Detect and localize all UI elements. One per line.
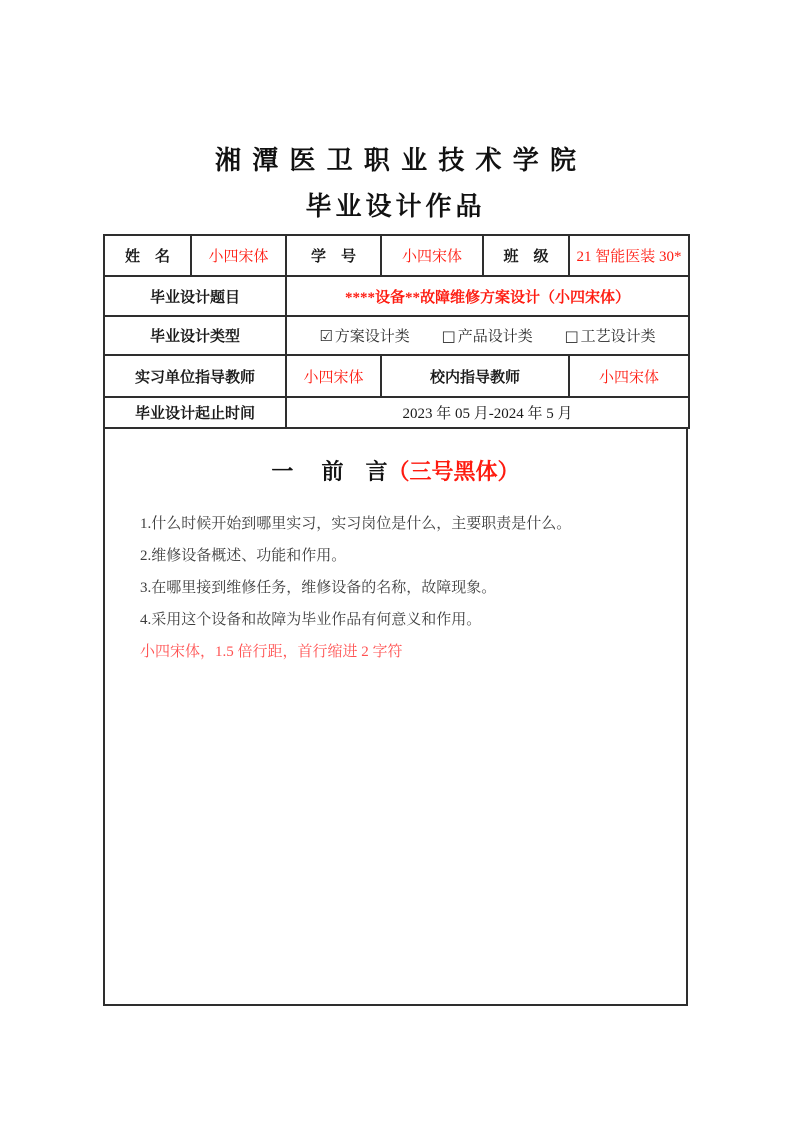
preface-item-1: 1.什么时候开始到哪里实习，实习岗位是什么，主要职责是什么。	[140, 516, 572, 532]
format-note: 小四宋体，1.5 倍行距，首行缩进 2 字符	[140, 644, 403, 660]
student-id-value-field[interactable]: 小四宋体	[381, 235, 483, 276]
table-row-duration	[104, 397, 689, 428]
preface-item-4: 4.采用这个设备和故障为毕业作品有何意义和作用。	[140, 612, 482, 628]
option-scheme-design-label: 方案设计类	[334, 329, 410, 345]
school-advisor-value-field[interactable]: 小四宋体	[569, 355, 689, 397]
internship-advisor-label: 实习单位指导教师	[104, 355, 286, 397]
design-type-options	[286, 316, 689, 355]
class-value-field[interactable]: 21 智能医装 30*	[569, 235, 689, 276]
name-value-field[interactable]: 小四宋体	[191, 235, 286, 276]
name-label: 姓 名	[104, 235, 191, 276]
preface-item-2: 2.维修设备概述、功能和作用。	[140, 548, 347, 564]
preface-item-3: 3.在哪里接到维修任务，维修设备的名称，故障现象。	[140, 580, 497, 596]
table-row-topic	[104, 276, 689, 316]
school-title: 湘 潭 医 卫 职 业 技 术 学 院	[214, 145, 576, 175]
table-row-advisors	[104, 355, 689, 397]
document-content	[103, 140, 688, 1006]
preface-section	[103, 427, 688, 1006]
info-table	[103, 234, 690, 429]
table-row-identity	[104, 235, 689, 276]
preface-heading-text: 一 前 言	[271, 459, 388, 484]
table-row-type	[104, 316, 689, 355]
preface-heading-font-note: （三号黑体）	[387, 459, 520, 484]
doc-subtitle: 毕业设计作品	[305, 191, 486, 221]
class-label: 班 级	[483, 235, 569, 276]
internship-advisor-value-field[interactable]: 小四宋体	[286, 355, 381, 397]
student-id-label: 学 号	[286, 235, 381, 276]
option-scheme-design[interactable]	[319, 329, 409, 345]
duration-value: 2023 年 05 月-2024 年 5 月	[286, 397, 689, 428]
design-type-label: 毕业设计类型	[104, 316, 286, 355]
checkbox-checked-icon[interactable]: ☑	[319, 327, 333, 345]
preface-heading	[105, 455, 686, 486]
option-product-design[interactable]	[442, 329, 533, 345]
school-advisor-label: 校内指导教师	[381, 355, 569, 397]
duration-label: 毕业设计起止时间	[104, 397, 286, 428]
option-process-design[interactable]	[564, 329, 655, 345]
design-topic-label: 毕业设计题目	[104, 276, 286, 316]
option-process-design-label: 工艺设计类	[580, 329, 656, 345]
checkbox-unchecked-icon[interactable]: □	[564, 327, 579, 345]
checkbox-unchecked-icon[interactable]: □	[441, 327, 456, 345]
option-product-design-label: 产品设计类	[457, 329, 533, 345]
design-topic-value-field[interactable]: ****设备**故障维修方案设计（小四宋体）	[286, 276, 689, 316]
